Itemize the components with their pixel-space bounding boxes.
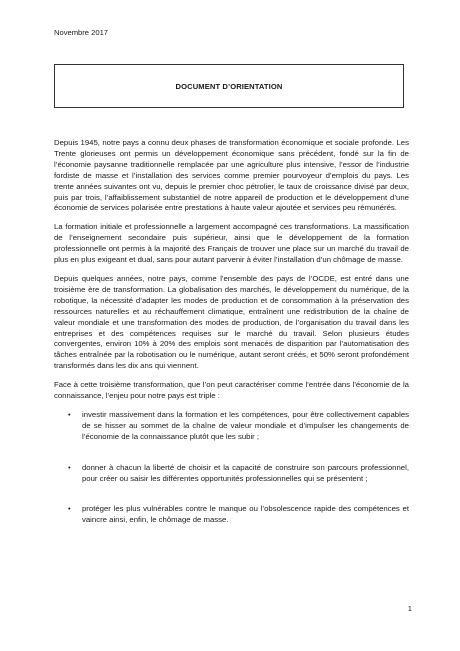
page-number: 1	[407, 604, 412, 613]
list-item	[54, 463, 409, 485]
list-item-text: protéger les plus vulnérables contre le manque ou l’obsolescence rapide des compétences et vaincre ainsi, enfin, le chômage de masse.	[82, 504, 409, 525]
document-body	[54, 138, 409, 526]
paragraph-third-era: Depuis quelques années, notre pays, comme l'ensemble des pays de l’OCDE, est entré dans une troisième ère de transformation. La globalisation des marchés, le développement du numérique, de la robotique, la nécessité d’adapter les modes de production et de consommation à la préservation des ressources naturelles et au réchauffement climatique, entraînent une redistribution de la chaîne de valeur mondiale et une transformation des modes de production, de l’organisation du travail dans les entreprises et des compétences requises sur le marché du travail. Selon plusieurs études convergentes, environ 10% à 20% des emplois sont menacés de disparition par l’automatisation des tâches entraînée par la robotisation ou le numérique, autant seront créés, et 50% seront profondément transformés dans les dix ans qui viennent.	[54, 273, 409, 371]
list-item	[54, 410, 409, 443]
challenge-list	[54, 410, 409, 526]
paragraph-history: Depuis 1945, notre pays a connu deux phases de transformation économique et sociale profonde. Les Trente glorieuses ont permis un développement économique sans précédent, fondé sur la fin de l’économie paysanne traditionnelle remplacée par une agriculture plus intensive, l’essor de l’industrie fordiste de masse et l’installation des services comme premier pourvoyeur d’emplois du pays. Les trente années suivantes ont vu, depuis le premier choc pétrolier, le taux de croissance divisé par deux, puis par trois, l’affaiblissement substantiel de notre appareil de production et le développement d’une économie de services polarisée entre prestations à haute valeur ajoutée et services peu rémunérés.	[54, 138, 409, 213]
list-item	[54, 504, 409, 526]
bullet-icon: •	[68, 409, 71, 419]
bullet-icon: •	[68, 462, 71, 472]
title-box	[54, 64, 404, 108]
document-title: DOCUMENT D’ORIENTATION	[175, 81, 283, 91]
paragraph-challenge: Face à cette troisième transformation, que l’on peut caractériser comme l’entrée dans l’économie de la connaissance, l’enjeu pour notre pays est triple :	[54, 380, 409, 401]
list-item-text: investir massivement dans la formation et les compétences, pour être collectivement capables de se hisser au sommet de la chaîne de valeur mondiale et d’impulser les changements de l’économie de la connaissance plutôt que les subir ;	[82, 409, 409, 441]
document-date: Novembre 2017	[54, 28, 109, 37]
list-item-text: donner à chacun la liberté de choisir et la capacité de construire son parcours professionnel, pour créer ou saisir les différentes opportunités professionnelles qui se présentent ;	[82, 462, 409, 483]
paragraph-training: La formation initiale et professionnelle a largement accompagné ces transformations. La massification de l’enseignement secondaire puis supérieur, ainsi que le développement de la formation professionnelle ont permis à la majorité des Français de trouver une place sur un marché du travail de plus en plus exigeant et dual, sans pour autant parvenir à éviter l’installation d’un chômage de masse.	[54, 222, 409, 265]
bullet-icon: •	[68, 504, 71, 514]
